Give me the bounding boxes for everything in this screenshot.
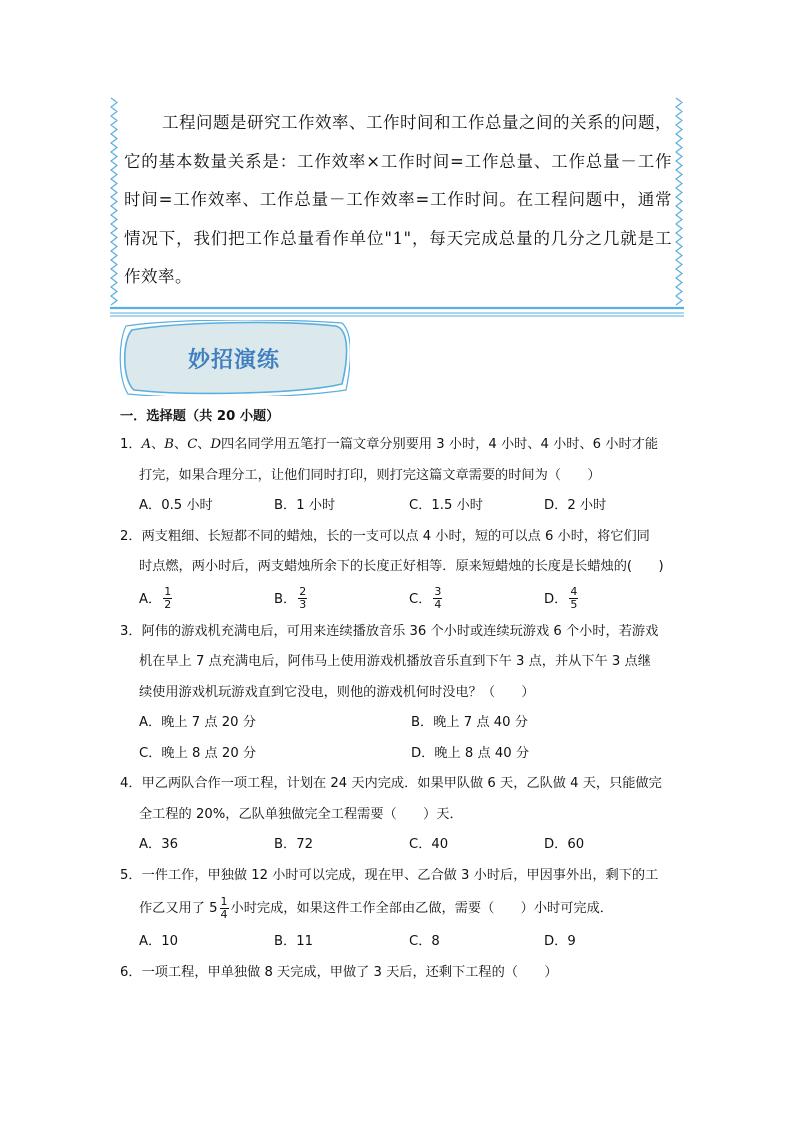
options-row [120, 830, 690, 861]
question-list [120, 404, 690, 988]
options-row [120, 491, 690, 522]
question-4 [120, 769, 690, 861]
option-b[interactable]: B．72 [274, 837, 314, 852]
option-d[interactable]: D．晚上 8 点 40 分 [411, 745, 530, 761]
question-line: 机在早上 7 点充满电后，阿伟马上使用游戏机播放音乐直到下午 3 点，并从下午 3 点继 [139, 654, 651, 669]
intro-text [124, 104, 672, 297]
question-line: 打完，如果合理分工，让他们同时打印，则打完这篇文章需要的时间为（ ） [139, 467, 601, 483]
question-line: 续使用游戏机玩游戏直到它没电，则他的游戏机何时没电？（ ） [139, 684, 535, 700]
question-line: 5．一件工作，甲独做 12 小时可以完成，现在甲、乙合做 3 小时后，甲因事外出，剩下的工 [120, 867, 659, 883]
section-badge [118, 320, 350, 396]
question-line: 4．甲乙两队合作一项工程，计划在 24 天内完成．如果甲队做 6 天，乙队做 4 天，只能做完 [120, 776, 662, 791]
option-b[interactable]: B．1 小时 [274, 498, 336, 513]
options-row [120, 708, 690, 739]
option-d[interactable]: D． $\frac{4}{5}$ [544, 585, 578, 611]
options-row [120, 927, 690, 958]
intro-paragraph: 工程问题是研究工作效率、工作时间和工作总量之间的关系的问题，它的基本数量关系是：工作效率×工作时间=工作总量、工作总量－工作时间=工作效率、工作总量－工作效率=工作时间。在工程问题中，通常情况下，我们把工作总量看作单位"1"，每天完成总量的几分之几就是工作效率。 [124, 113, 672, 286]
question-line: 2．两支粗细、长短都不同的蜡烛，长的一支可以点 4 小时，短的可以点 6 小时，将它们同 [120, 528, 650, 544]
option-b[interactable]: B．晚上 7 点 40 分 [411, 715, 528, 730]
option-b[interactable]: B． $\frac{2}{3}$ [274, 585, 307, 611]
option-a[interactable]: A． $\frac{1}{2}$ [139, 585, 172, 611]
option-d[interactable]: D．2 小时 [544, 498, 607, 513]
question-3 [120, 617, 690, 770]
question-line: 1．A、B、C、D四名同学用五笔打一篇文章分别要用 3 小时，4 小时、4 小时、6 小时才能 [120, 437, 659, 452]
question-5 [120, 861, 690, 958]
question-line: 3．阿伟的游戏机充满电后，可用来连续播放音乐 36 个小时或连续玩游戏 6 个小时，若游戏 [120, 623, 659, 639]
option-c[interactable]: C．1.5 小时 [409, 498, 483, 513]
option-a[interactable]: A．晚上 7 点 20 分 [139, 715, 256, 730]
fraction: $\frac{3}{4}$ [434, 585, 442, 611]
question-line: 作乙又用了 5 $\frac{1}{4}$ 小时完成，如果这件工作全部由乙做，需要（ ）小时可完成． [139, 894, 613, 921]
option-a[interactable]: A．36 [139, 837, 178, 852]
option-b[interactable]: B．11 [274, 934, 314, 949]
question-1 [120, 430, 690, 522]
option-c[interactable]: C．8 [409, 934, 440, 949]
fraction: $\frac{2}{3}$ [299, 585, 307, 611]
fraction: $\frac{4}{5}$ [570, 585, 578, 611]
mixed-fraction: $\frac{1}{4}$ [220, 894, 228, 921]
question-line: 6．一项工程，甲单独做 8 天完成，甲做了 3 天后，还剩下工程的（ ） [120, 964, 558, 980]
option-c[interactable]: C．晚上 8 点 20 分 [139, 745, 257, 761]
section-title: 一．选择题（共 20 小题） [120, 409, 280, 424]
badge-title: 妙招演练 [187, 346, 280, 373]
options-row [120, 739, 690, 770]
fraction: $\frac{1}{2}$ [164, 585, 172, 611]
option-d[interactable]: D．60 [544, 837, 585, 852]
option-c[interactable]: C． $\frac{3}{4}$ [409, 585, 442, 611]
question-line: 时点燃，两小时后，两支蜡烛所余下的长度正好相等．原来短蜡烛的长度是长蜡烛的( ) [139, 559, 664, 574]
option-c[interactable]: C．40 [409, 837, 449, 852]
question-2 [120, 522, 690, 617]
option-a[interactable]: A．0.5 小时 [139, 498, 213, 513]
question-line: 全工程的 20%，乙队单独做完全工程需要（ ）天． [139, 806, 463, 822]
intro-box [110, 96, 684, 316]
option-d[interactable]: D．9 [544, 934, 576, 949]
options-row [120, 583, 690, 617]
option-a[interactable]: A．10 [139, 934, 178, 949]
question-6 [120, 958, 690, 989]
